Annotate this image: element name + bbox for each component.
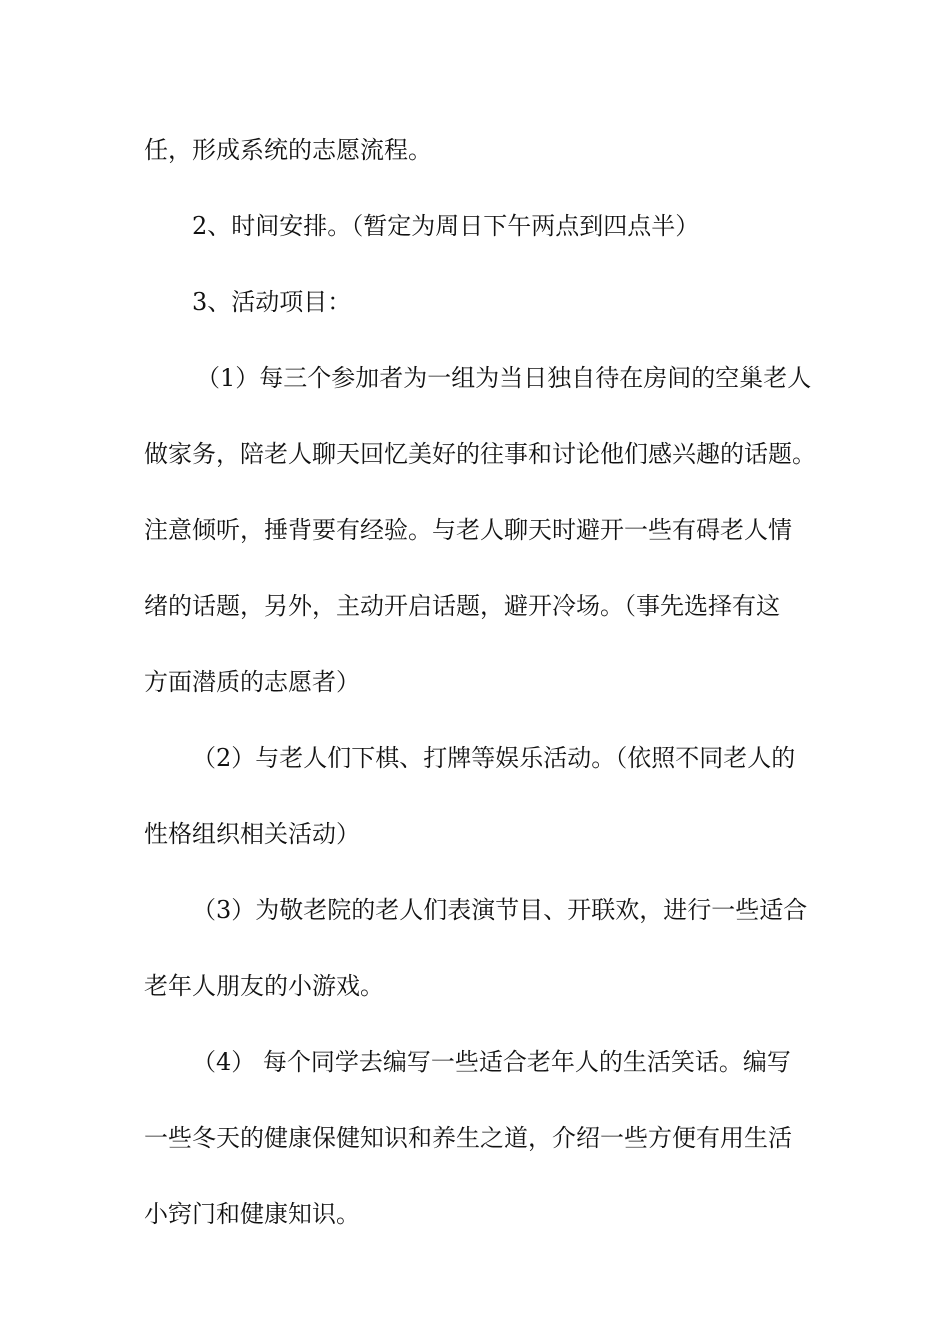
section-activity-items: 3、活动项目：	[192, 288, 352, 316]
body-text-line: 性格组织相关活动）	[144, 820, 360, 848]
activity-item-3-line: （3）为敬老院的老人们表演节目、开联欢，进行一些适合	[192, 896, 808, 924]
body-text-line: 老年人朋友的小游戏。	[144, 972, 384, 1000]
activity-item-2-line: （2）与老人们下棋、打牌等娱乐活动。（依照不同老人的	[192, 744, 796, 772]
activity-item-4-line: （4） 每个同学去编写一些适合老年人的生活笑话。编写	[192, 1048, 791, 1076]
body-text-line: 绪的话题，另外，主动开启话题，避开冷场。（事先选择有这	[144, 592, 780, 620]
body-text-line: 任，形成系统的志愿流程。	[144, 136, 432, 164]
body-text-line: 注意倾听，捶背要有经验。与老人聊天时避开一些有碍老人情	[144, 516, 792, 544]
body-text-line: 小窍门和健康知识。	[144, 1200, 360, 1228]
activity-item-1-line: （1）每三个参加者为一组为当日独自待在房间的空巢老人	[196, 364, 812, 392]
section-time-arrangement: 2、时间安排。（暂定为周日下午两点到四点半）	[192, 212, 700, 240]
body-text-line: 做家务，陪老人聊天回忆美好的往事和讨论他们感兴趣的话题。	[144, 440, 816, 468]
body-text-line: 方面潜质的志愿者）	[144, 668, 360, 696]
body-text-line: 一些冬天的健康保健知识和养生之道，介绍一些方便有用生活	[144, 1124, 792, 1152]
